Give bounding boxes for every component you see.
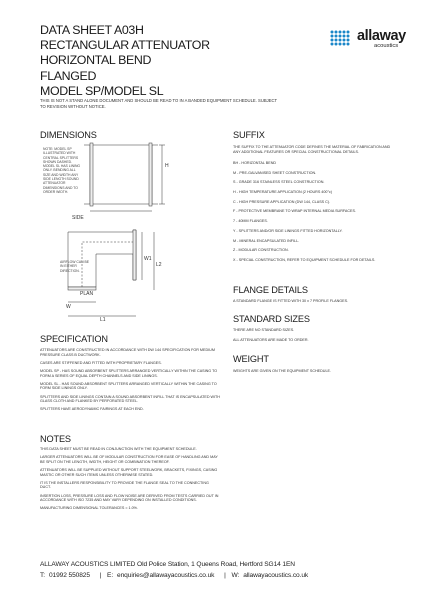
weight-text: WEIGHTS ARE GIVEN ON THE EQUIPMENT SCHEDULE. bbox=[233, 369, 332, 373]
label-h: H bbox=[165, 163, 169, 169]
side-label: SIDE bbox=[72, 215, 84, 221]
weight-heading: WEIGHT bbox=[233, 354, 269, 364]
web-prefix: W: bbox=[231, 572, 240, 579]
spec-paragraph: ATTENUATORS ARE CONSTRUCTED IN ACCORDANCE WITH DW 144 SPECIFICATION FOR MEDIUM PRESSURE CLASS B DUCTWORK. bbox=[40, 348, 215, 357]
plan-view-drawing bbox=[38, 222, 178, 327]
standard-sizes-line: ALL ATTENUATORS ARE MADE TO ORDER. bbox=[233, 337, 309, 342]
footer-address: ALLAWAY ACOUSTICS LIMITED Old Police Station, 1 Queens Road, Hertford SG14 1EN bbox=[40, 561, 295, 568]
standard-sizes-heading: STANDARD SIZES bbox=[233, 314, 310, 324]
label-w1: W1 bbox=[144, 256, 152, 262]
flange-heading: FLANGE DETAILS bbox=[233, 285, 308, 295]
suffix-item: M - MINERAL ENCAPSULATED INFILL. bbox=[233, 238, 300, 243]
label-l1: L1 bbox=[100, 317, 106, 323]
label-w: W bbox=[66, 304, 71, 310]
label-l2: L2 bbox=[156, 262, 162, 268]
logo-subtitle: acoustics bbox=[374, 43, 399, 49]
title-line-1: DATA SHEET A03H bbox=[40, 23, 144, 37]
notes-body bbox=[40, 447, 220, 515]
spec-paragraph: MODEL SP - HAS SOUND ABSORBENT SPLITTERS ARRANGED VERTICALLY WITHIN THE CASING TO FORM A SERIES OF EQUAL DEPTH CHANNELS AND SIDE LININGS. bbox=[40, 368, 218, 378]
spec-paragraph: MODEL SL - HAS SOUND ABSORBENT SPLITTERS ARRANGED VERTICALLY WITHIN THE CASING TO FORM SIDE LININGS ONLY. bbox=[40, 381, 217, 391]
logo-wordmark: allaway bbox=[357, 28, 406, 44]
notes-paragraph: MANUFACTURING DIMENSIONAL TOLERANCES = 1.0%. bbox=[40, 506, 138, 511]
title-line-4: FLANGED bbox=[40, 68, 97, 83]
title-line-2: RECTANGULAR ATTENUATOR bbox=[40, 38, 210, 53]
title-block bbox=[40, 23, 280, 99]
notes-paragraph: THIS DATA SHEET MUST BE READ IN CONJUNCTION WITH THE EQUIPMENT SCHEDULE. bbox=[40, 447, 197, 451]
suffix-item: X - SPECIAL CONSTRUCTION, REFER TO EQUIPMENT SCHEDULE FOR DETAILS. bbox=[233, 257, 376, 262]
email-link[interactable]: enquiries@allawayacoustics.co.uk bbox=[117, 572, 215, 579]
suffix-item: H - HIGH TEMPERATURE APPLICATION (2 HOURS 400°c) bbox=[233, 190, 333, 195]
notes-paragraph: ATTENUATORS WILL BE SUPPLIED WITHOUT SUPPORT STEELWORK, BRACKETS, FIXINGS, CASING MASTIC OR OTHER SUCH ITEMS UNLESS OTHERWISE STATED. bbox=[40, 467, 218, 477]
suffix-item: M - PRE-GALVANISED SHEET CONSTRUCTION. bbox=[233, 170, 317, 175]
suffix-list bbox=[233, 161, 403, 268]
suffix-heading: SUFFIX bbox=[233, 130, 265, 140]
specification-heading: SPECIFICATION bbox=[40, 334, 108, 344]
notes-paragraph: IT IS THE INSTALLERS RESPONSIBILITY TO PROVIDE THE FLANGE SEAL TO THE CONNECTING DUCT. bbox=[40, 480, 209, 490]
specification-body bbox=[40, 348, 220, 416]
standard-sizes-body bbox=[233, 328, 309, 347]
plan-label: PLAN bbox=[80, 291, 94, 297]
plan-note: AIRFLOW CAN BE IN EITHER DIRECTION. bbox=[60, 260, 90, 273]
suffix-item: F - PROTECTIVE MEMBRANE TO WRAP INTERNAL MEDIA SURFACES. bbox=[233, 209, 357, 214]
notes-paragraph: LARGER ATTENUATORS WILL BE OF MODULAR CONSTRUCTION FOR EASE OF HANDLING AND MAY BE SPLIT ON THE LENGTH, WIDTH, HEIGHT OR COMBINATION THEREOF. bbox=[40, 455, 218, 464]
footer-contact: T: 01992 550825 | E: enquiries@allawayacoustics.co.uk | W: allawayacoustics.co.uk bbox=[40, 572, 309, 579]
phone-prefix: T: bbox=[40, 572, 45, 579]
title-line-3: HORIZONTAL BEND bbox=[40, 53, 152, 68]
suffix-item: 7 - 40MM FLANGES. bbox=[233, 219, 268, 224]
flange-text: A STANDARD FLANGE IS FITTED WITH 30 x 7 PROFILE FLANGES. bbox=[233, 299, 349, 303]
suffix-item: Y - SPLITTERS AND/OR SIDE LININGS FITTED HORIZONTALLY. bbox=[233, 228, 343, 233]
suffix-item: Z - MODULAR CONSTRUCTION. bbox=[233, 248, 289, 253]
spec-paragraph: SPLITTERS AND SIDE LININGS CONTAIN A SOUND ABSORBENT INFILL THAT IS ENCAPSULATED WITH GLASS CLOTH AND FLANKED BY PERFORATED STEEL. bbox=[40, 394, 220, 404]
suffix-item: S - GRADE 316 STAINLESS STEEL CONSTRUCTION. bbox=[233, 180, 325, 185]
dimensions-heading: DIMENSIONS bbox=[40, 130, 97, 140]
notes-heading: NOTES bbox=[40, 434, 71, 444]
spec-paragraph: SPLITTERS HAVE AERODYNAMIC FAIRINGS AT EACH END. bbox=[40, 407, 144, 412]
phone-number: 01992 550825 bbox=[48, 572, 90, 579]
suffix-intro: THE SUFFIX TO THE ATTENUATOR CODE DEFINES THE MATERIAL OF FABRICATION AND ANY ADDITIONAL FEATURES OR SPECIAL CONSTRUCTIONAL DETAILS. bbox=[233, 145, 391, 154]
dimensions-note: NOTE: MODEL SP ILLUSTRATED WITH CENTRAL SPLITTERS SHOWN DASHED. MODEL SL HAS LINING ONLY. BENDING ALL SIZE AND WIDTH ANY SIDE LENGTH SOUND ATTENUATOR DIMENSIONS AND TO ORDER WIDTH. bbox=[43, 147, 81, 194]
suffix-item: C - HIGH PRESSURE APPLICATION (DW 144, CLASS C). bbox=[233, 199, 331, 204]
email-prefix: E: bbox=[107, 572, 114, 579]
standard-sizes-line: THERE ARE NO STANDARD SIZES. bbox=[233, 328, 295, 332]
notes-paragraph: INSERTION LOSS, PRESSURE LOSS AND FLOW NOISE ARE DERIVED FROM TESTS CARRIED OUT IN ACCORDANCE WITH ISO 7235 AND MAY VARY DEPENDING ON INSTALLED CONDITIONS. bbox=[40, 493, 219, 503]
suffix-item: BH - HORIZONTAL BEND bbox=[233, 161, 277, 165]
intro-text: THIS IS NOT A STAND ALONE DOCUMENT AND SHOULD BE READ TO IN A BANDED EQUIPMENT SCHEDULE. SUBJECT TO REVISION WITHOUT NOTICE. bbox=[40, 98, 278, 109]
spec-paragraph: CASES ARE STIFFENED AND FITTED WITH PROPRIETARY FLANGES. bbox=[40, 360, 162, 365]
title-line-5: MODEL SP/MODEL SL bbox=[40, 83, 164, 98]
web-link[interactable]: allawayacoustics.co.uk bbox=[243, 572, 309, 579]
